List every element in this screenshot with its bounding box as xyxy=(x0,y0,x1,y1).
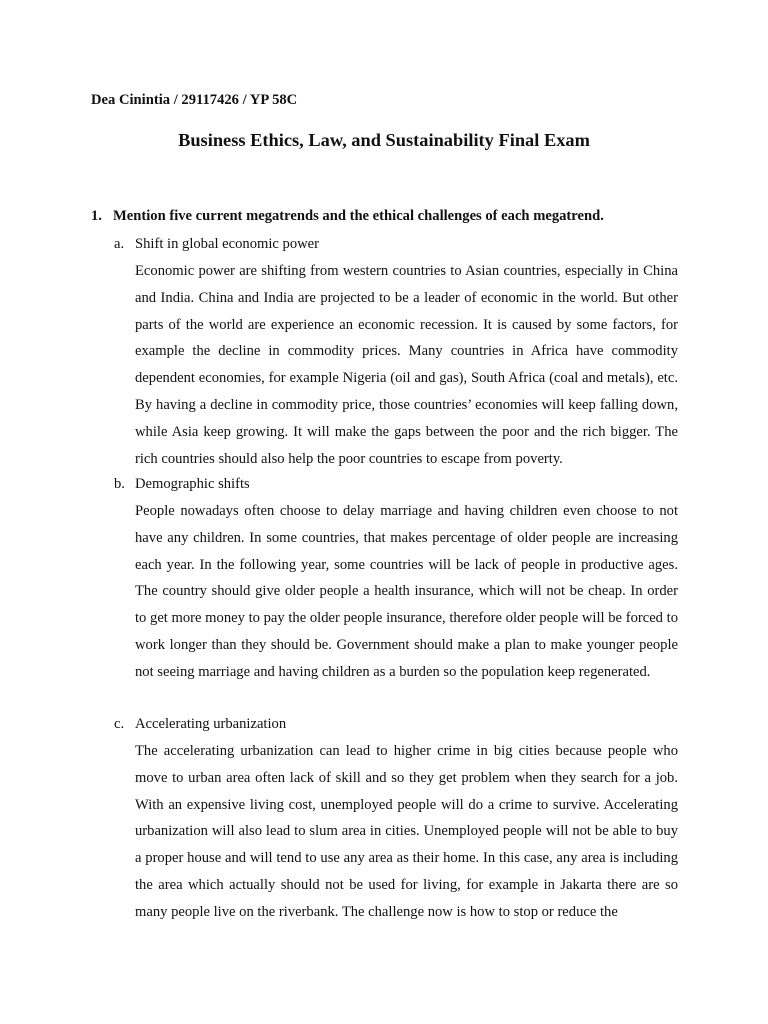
section-heading-text: Demographic shifts xyxy=(135,476,250,492)
question-text: Mention five current megatrends and the ethical challenges of each megatrend. xyxy=(113,208,604,224)
section-letter: a. xyxy=(114,236,125,252)
section-b-body: People nowadays often choose to delay marriage and having children even choose to not have any children. In some countries, that makes percentage of older people are increasing each year. In the following year, some countries will be lack of people in productive ages. The country should give older people a health insurance, which will not be cheap. In order to get more money to pay the older people insurance, therefore older people will be forced to work longer than they should be. Government should make a plan to make younger people not seeing marriage and having children as a burden so the population keep regenerated. xyxy=(135,503,678,680)
section-heading-text: Accelerating urbanization xyxy=(135,716,287,732)
document-title: Business Ethics, Law, and Sustainability Final Exam xyxy=(178,130,590,150)
section-b-heading xyxy=(114,476,250,493)
section-c-heading xyxy=(114,716,286,733)
question-1 xyxy=(91,208,604,225)
section-letter: b. xyxy=(114,476,125,492)
author-line: Dea Cinintia / 29117426 / YP 58C xyxy=(91,92,298,108)
section-a-heading xyxy=(114,236,319,253)
section-c-body: The accelerating urbanization can lead to higher crime in big cities because people who move to urban area often lack of skill and so they get problem when they search for a job. With an expensive living cost, unemployed people will do a crime to survive. Accelerating urbanization will also lead to slum area in cities. Unemployed people will not be able to buy a proper house and will tend to use any area as their home. In this case, any area is including the area which actually should not be used for living, for example in Jakarta there are so many people live on the riverbank. The challenge now is how to stop or reduce the xyxy=(135,743,678,920)
question-number: 1. xyxy=(91,208,102,224)
section-heading-text: Shift in global economic power xyxy=(135,236,320,252)
section-a-body: Economic power are shifting from western countries to Asian countries, especially in China and India. China and India are projected to be a leader of economic in the world. But other parts of the world are experience an economic recession. It is caused by some factors, for example the decline in commodity prices. Many countries in Africa have commodity dependent economies, for example Nigeria (oil and gas), South Africa (coal and metals), etc. By having a decline in commodity price, those countries’ economies will keep falling down, while Asia keep growing. It will make the gaps between the poor and the rich bigger. The rich countries should also help the poor countries to escape from poverty. xyxy=(135,263,678,467)
section-letter: c. xyxy=(114,716,125,732)
